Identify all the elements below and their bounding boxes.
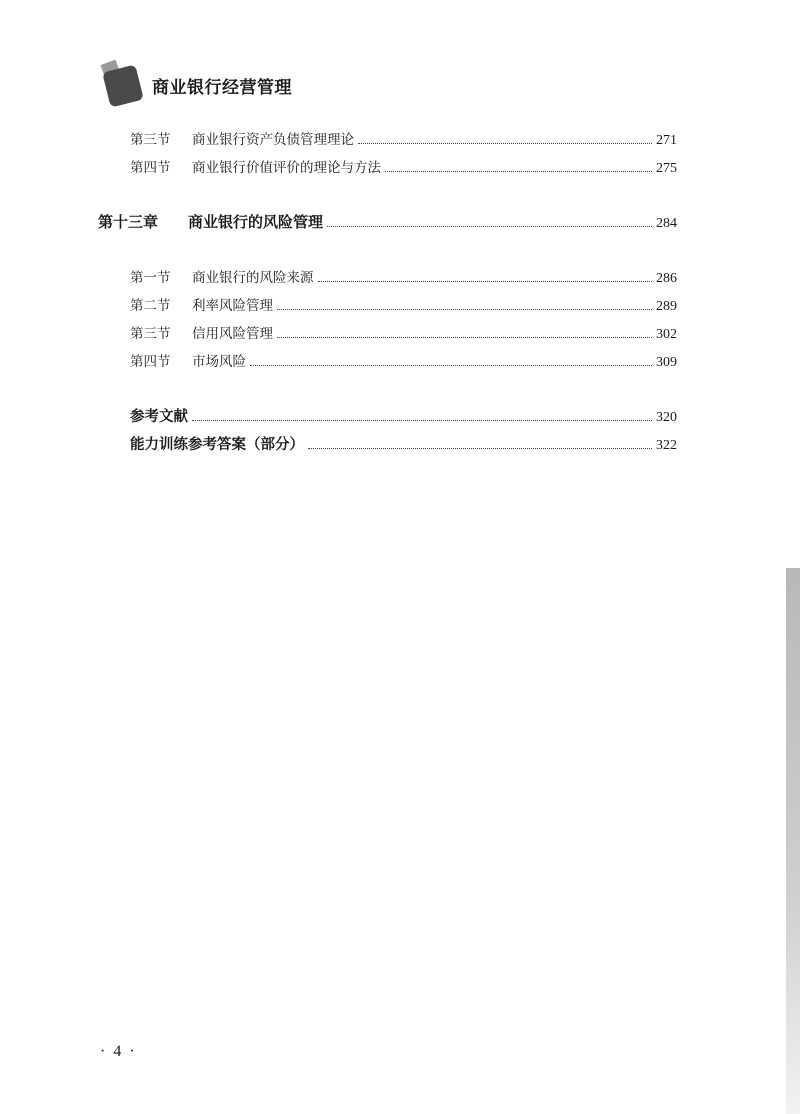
dot-leader — [327, 226, 652, 227]
section-title: 商业银行价值评价的理论与方法 — [192, 160, 381, 176]
toc-entry-references[interactable] — [130, 405, 677, 426]
dot-leader — [192, 420, 652, 421]
section-label: 第四节 — [130, 354, 171, 370]
book-title: 商业银行经营管理 — [152, 78, 292, 98]
dot-leader — [277, 337, 652, 338]
dot-leader — [358, 143, 652, 144]
toc-entry-answers[interactable] — [130, 433, 677, 454]
toc-entry-section[interactable] — [130, 322, 677, 343]
section-title: 市场风险 — [192, 354, 246, 370]
toc-entry-section[interactable] — [130, 156, 677, 177]
page-number: · 4 · — [100, 1043, 137, 1060]
page-ref: 271 — [656, 133, 677, 148]
appendix-title: 能力训练参考答案（部分） — [130, 437, 304, 453]
section-label: 第三节 — [130, 326, 171, 342]
section-title: 商业银行的风险来源 — [192, 270, 314, 286]
chapter-label: 第十三章 — [98, 213, 159, 231]
page-ref: 275 — [656, 161, 677, 176]
toc-entry-section[interactable] — [130, 128, 677, 149]
page-edge-tab — [786, 568, 800, 1114]
toc-entry-section[interactable] — [130, 350, 677, 371]
book-logo-icon — [96, 58, 148, 110]
page-ref: 284 — [656, 216, 677, 231]
page-ref: 302 — [656, 327, 677, 342]
dot-leader — [277, 309, 652, 310]
dot-leader — [385, 171, 652, 172]
toc-entry-section[interactable] — [130, 266, 677, 287]
dot-leader — [318, 281, 653, 282]
section-title: 利率风险管理 — [192, 298, 273, 314]
section-label: 第二节 — [130, 298, 171, 314]
appendix-title: 参考文献 — [130, 409, 188, 425]
dot-leader — [250, 365, 652, 366]
dot-leader — [308, 448, 652, 449]
page-ref: 289 — [656, 299, 677, 314]
page-ref: 320 — [656, 410, 677, 425]
page-ref: 309 — [656, 355, 677, 370]
section-title: 商业银行资产负债管理理论 — [192, 132, 354, 148]
section-title: 信用风险管理 — [192, 326, 273, 342]
toc-entry-section[interactable] — [130, 294, 677, 315]
chapter-title: 商业银行的风险管理 — [188, 213, 324, 231]
section-label: 第三节 — [130, 132, 171, 148]
toc-entry-chapter[interactable] — [98, 211, 677, 232]
page-ref: 322 — [656, 438, 677, 453]
section-label: 第四节 — [130, 160, 171, 176]
page-ref: 286 — [656, 271, 677, 286]
section-label: 第一节 — [130, 270, 171, 286]
